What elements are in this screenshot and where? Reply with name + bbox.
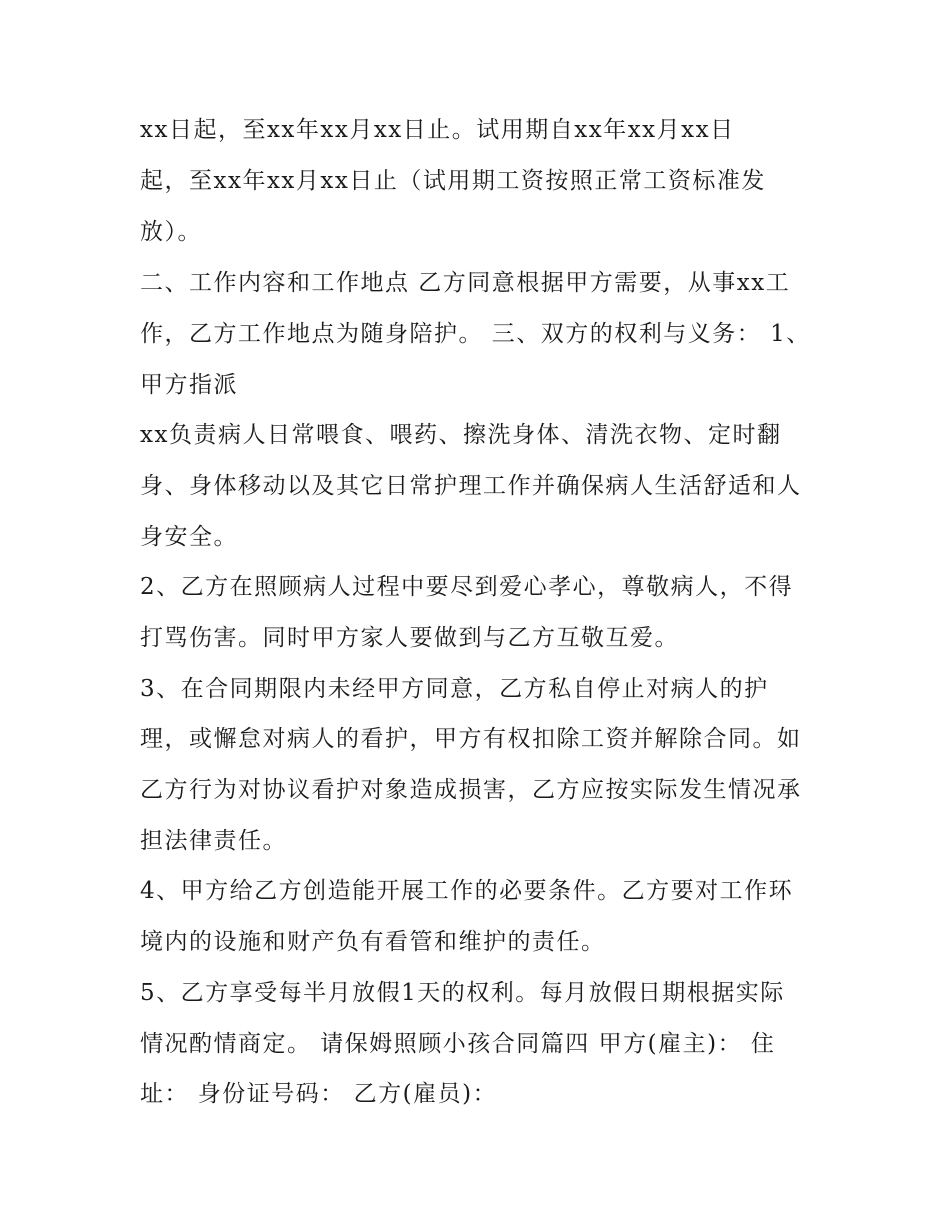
text-line-8: 身、身体移动以及其它日常护理工作并确保病人生活舒适和人: [140, 473, 802, 499]
text-line-4: 二、工作内容和工作地点 乙方同意根据甲方需要，从事xx工: [140, 270, 791, 296]
text-line-6: 甲方指派: [140, 372, 238, 398]
text-line-10: 2、乙方在照顾病人过程中要尽到爱心孝心，尊敬病人，不得: [140, 574, 794, 600]
text-line-18: 5、乙方享受每半月放假1天的权利。每月放假日期根据实际: [140, 980, 785, 1006]
text-line-9: 身安全。: [140, 524, 238, 550]
text-line-12: 3、在合同期限内未经甲方同意，乙方私自停止对病人的护: [140, 676, 769, 702]
text-line-20: 址： 身份证号码： 乙方(雇员)：: [140, 1081, 498, 1107]
text-line-19: 情况酌情商定。 请保姆照顾小孩合同篇四 甲方(雇主)： 住: [140, 1031, 776, 1057]
text-line-16: 4、甲方给乙方创造能开展工作的必要条件。乙方要对工作环: [140, 878, 794, 904]
text-line-7: xx负责病人日常喂食、喂药、擦洗身体、清洗衣物、定时翻: [140, 422, 782, 448]
text-line-15: 担法律责任。: [140, 828, 287, 854]
text-line-2: 起，至xx年xx月xx日止（试用期工资按照正常工资标准发: [140, 168, 766, 194]
text-line-17: 境内的设施和财产负有看管和维护的责任。: [140, 929, 606, 955]
text-line-11: 打骂伤害。同时甲方家人要做到与乙方互敬互爱。: [140, 625, 679, 651]
text-line-5: 作，乙方工作地点为随身陪护。 三、双方的权利与义务： 1、: [140, 321, 811, 347]
text-line-3: 放）。: [140, 219, 202, 245]
text-line-1: xx日起，至xx年xx月xx日止。试用期自xx年xx月xx日: [140, 117, 735, 143]
text-line-13: 理，或懈怠对病人的看护，甲方有权扣除工资并解除合同。如: [140, 726, 802, 752]
text-line-14: 乙方行为对协议看护对象造成损害，乙方应按实际发生情况承: [140, 777, 802, 803]
